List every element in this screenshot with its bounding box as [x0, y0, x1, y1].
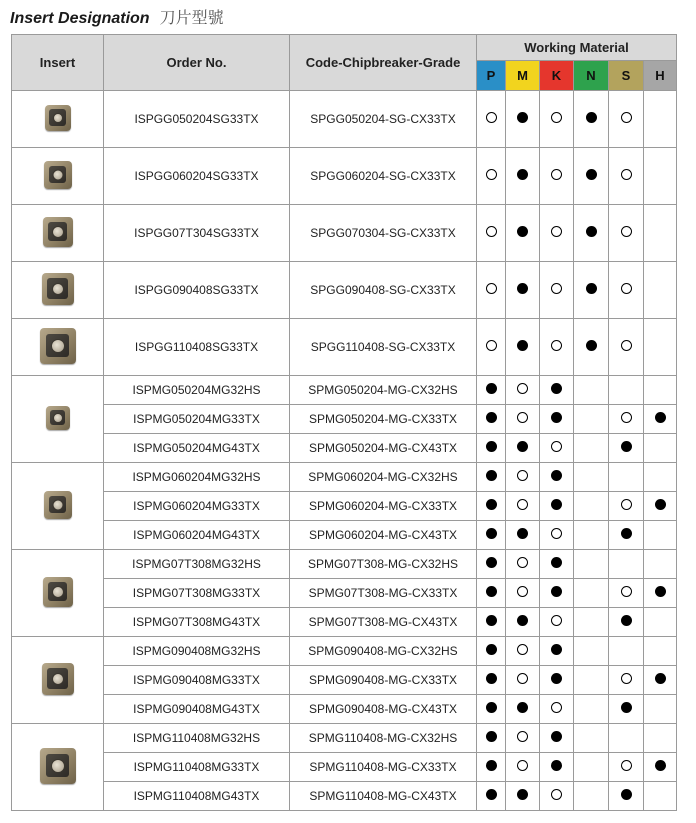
- order-no-cell: ISPGG07T304SG33TX: [104, 205, 290, 262]
- open-circle-icon: [517, 673, 528, 684]
- code-cell: SPMG07T308-MG-CX43TX: [290, 608, 477, 637]
- table-row: [12, 463, 677, 492]
- filled-circle-icon: [486, 441, 497, 452]
- code-cell: SPGG050204-SG-CX33TX: [290, 91, 477, 148]
- material-cell-p: [477, 753, 506, 782]
- material-cell-k: [540, 376, 574, 405]
- order-no-cell: ISPMG090408MG43TX: [104, 695, 290, 724]
- open-circle-icon: [517, 499, 528, 510]
- open-circle-icon: [486, 112, 497, 123]
- table-row: [12, 91, 677, 148]
- filled-circle-icon: [621, 528, 632, 539]
- material-cell-p: [477, 637, 506, 666]
- table-row: [12, 434, 677, 463]
- material-cell-k: [540, 753, 574, 782]
- filled-circle-icon: [551, 383, 562, 394]
- material-cell-h: [644, 579, 677, 608]
- code-cell: SPMG050204-MG-CX33TX: [290, 405, 477, 434]
- code-cell: SPMG090408-MG-CX33TX: [290, 666, 477, 695]
- open-circle-icon: [517, 412, 528, 423]
- material-cell-p: [477, 492, 506, 521]
- material-cell-h: [644, 492, 677, 521]
- table-row: [12, 205, 677, 262]
- material-cell-h: [644, 405, 677, 434]
- filled-circle-icon: [621, 789, 632, 800]
- material-cell-m: [506, 666, 540, 695]
- material-cell-h: [644, 666, 677, 695]
- material-cell-n: [574, 91, 609, 148]
- table-row: [12, 724, 677, 753]
- table-row: [12, 148, 677, 205]
- material-cell-h: [644, 521, 677, 550]
- material-cell-s: [609, 637, 644, 666]
- table-row: [12, 405, 677, 434]
- open-circle-icon: [517, 644, 528, 655]
- material-cell-s: [609, 492, 644, 521]
- material-cell-m: [506, 724, 540, 753]
- order-no-cell: ISPGG090408SG33TX: [104, 262, 290, 319]
- filled-circle-icon: [486, 499, 497, 510]
- material-cell-k: [540, 550, 574, 579]
- filled-circle-icon: [586, 112, 597, 123]
- open-circle-icon: [486, 169, 497, 180]
- material-cell-n: [574, 724, 609, 753]
- material-cell-n: [574, 376, 609, 405]
- open-circle-icon: [551, 441, 562, 452]
- insert-image-cell: [12, 148, 104, 205]
- open-circle-icon: [517, 760, 528, 771]
- material-cell-m: [506, 492, 540, 521]
- table-row: [12, 666, 677, 695]
- material-cell-h: [644, 637, 677, 666]
- open-circle-icon: [621, 673, 632, 684]
- insert-icon: [42, 663, 74, 695]
- page-title: [10, 5, 224, 31]
- insert-designation-table: [11, 34, 677, 811]
- filled-circle-icon: [655, 673, 666, 684]
- order-no-cell: ISPMG050204MG33TX: [104, 405, 290, 434]
- material-cell-s: [609, 608, 644, 637]
- code-cell: SPMG090408-MG-CX32HS: [290, 637, 477, 666]
- material-cell-k: [540, 782, 574, 811]
- material-cell-m: [506, 463, 540, 492]
- code-cell: SPMG050204-MG-CX32HS: [290, 376, 477, 405]
- material-header-m: M: [506, 61, 540, 91]
- insert-icon: [40, 748, 76, 784]
- open-circle-icon: [621, 586, 632, 597]
- material-cell-p: [477, 262, 506, 319]
- open-circle-icon: [486, 226, 497, 237]
- material-cell-s: [609, 753, 644, 782]
- material-cell-h: [644, 695, 677, 724]
- material-cell-k: [540, 148, 574, 205]
- open-circle-icon: [551, 702, 562, 713]
- filled-circle-icon: [551, 470, 562, 481]
- open-circle-icon: [517, 470, 528, 481]
- filled-circle-icon: [586, 340, 597, 351]
- material-cell-p: [477, 376, 506, 405]
- material-cell-s: [609, 782, 644, 811]
- order-no-cell: ISPMG07T308MG33TX: [104, 579, 290, 608]
- insert-image-cell: [12, 550, 104, 637]
- filled-circle-icon: [586, 226, 597, 237]
- order-no-cell: ISPMG110408MG43TX: [104, 782, 290, 811]
- code-cell: SPGG060204-SG-CX33TX: [290, 148, 477, 205]
- material-header-h: H: [644, 61, 677, 91]
- code-cell: SPMG050204-MG-CX43TX: [290, 434, 477, 463]
- insert-image-cell: [12, 724, 104, 811]
- insert-icon: [44, 491, 72, 519]
- insert-icon: [43, 217, 73, 247]
- insert-icon: [45, 105, 71, 131]
- material-cell-m: [506, 782, 540, 811]
- open-circle-icon: [517, 731, 528, 742]
- code-cell: SPGG070304-SG-CX33TX: [290, 205, 477, 262]
- material-cell-k: [540, 492, 574, 521]
- filled-circle-icon: [586, 169, 597, 180]
- filled-circle-icon: [517, 169, 528, 180]
- filled-circle-icon: [551, 760, 562, 771]
- filled-circle-icon: [486, 557, 497, 568]
- material-cell-h: [644, 753, 677, 782]
- open-circle-icon: [621, 283, 632, 294]
- filled-circle-icon: [486, 644, 497, 655]
- insert-icon: [42, 273, 74, 305]
- filled-circle-icon: [621, 441, 632, 452]
- material-cell-n: [574, 205, 609, 262]
- table-row: [12, 608, 677, 637]
- material-cell-n: [574, 521, 609, 550]
- material-cell-n: [574, 579, 609, 608]
- material-cell-p: [477, 148, 506, 205]
- code-cell: SPMG060204-MG-CX32HS: [290, 463, 477, 492]
- table-row: [12, 262, 677, 319]
- order-no-cell: ISPMG07T308MG43TX: [104, 608, 290, 637]
- material-cell-p: [477, 608, 506, 637]
- header-working-material: Working Material: [477, 35, 677, 61]
- open-circle-icon: [517, 586, 528, 597]
- material-cell-k: [540, 608, 574, 637]
- material-cell-m: [506, 91, 540, 148]
- filled-circle-icon: [486, 615, 497, 626]
- filled-circle-icon: [486, 789, 497, 800]
- material-cell-p: [477, 666, 506, 695]
- material-cell-m: [506, 521, 540, 550]
- order-no-cell: ISPMG110408MG33TX: [104, 753, 290, 782]
- material-cell-s: [609, 376, 644, 405]
- material-cell-m: [506, 579, 540, 608]
- material-cell-s: [609, 205, 644, 262]
- material-cell-n: [574, 637, 609, 666]
- open-circle-icon: [551, 226, 562, 237]
- material-cell-k: [540, 434, 574, 463]
- filled-circle-icon: [517, 112, 528, 123]
- material-cell-n: [574, 463, 609, 492]
- material-cell-k: [540, 579, 574, 608]
- filled-circle-icon: [655, 499, 666, 510]
- filled-circle-icon: [486, 586, 497, 597]
- table-row: [12, 579, 677, 608]
- material-cell-n: [574, 148, 609, 205]
- material-cell-h: [644, 91, 677, 148]
- open-circle-icon: [621, 226, 632, 237]
- material-cell-k: [540, 724, 574, 753]
- code-cell: SPMG060204-MG-CX33TX: [290, 492, 477, 521]
- material-cell-h: [644, 434, 677, 463]
- insert-icon: [40, 328, 76, 364]
- material-cell-k: [540, 405, 574, 434]
- insert-image-cell: [12, 319, 104, 376]
- open-circle-icon: [517, 383, 528, 394]
- insert-image-cell: [12, 91, 104, 148]
- filled-circle-icon: [586, 283, 597, 294]
- filled-circle-icon: [517, 702, 528, 713]
- material-cell-n: [574, 666, 609, 695]
- material-cell-m: [506, 637, 540, 666]
- material-cell-n: [574, 405, 609, 434]
- insert-icon: [46, 406, 70, 430]
- material-cell-s: [609, 724, 644, 753]
- material-cell-m: [506, 550, 540, 579]
- material-cell-k: [540, 91, 574, 148]
- material-cell-s: [609, 262, 644, 319]
- material-cell-s: [609, 434, 644, 463]
- material-cell-p: [477, 550, 506, 579]
- filled-circle-icon: [621, 615, 632, 626]
- material-cell-n: [574, 550, 609, 579]
- filled-circle-icon: [486, 412, 497, 423]
- filled-circle-icon: [551, 644, 562, 655]
- header-order-no: Order No.: [104, 35, 290, 91]
- table-row: [12, 782, 677, 811]
- code-cell: SPMG07T308-MG-CX32HS: [290, 550, 477, 579]
- material-cell-h: [644, 550, 677, 579]
- material-cell-k: [540, 637, 574, 666]
- filled-circle-icon: [551, 499, 562, 510]
- filled-circle-icon: [486, 673, 497, 684]
- material-cell-p: [477, 463, 506, 492]
- code-cell: SPMG110408-MG-CX33TX: [290, 753, 477, 782]
- material-cell-m: [506, 753, 540, 782]
- table-row: [12, 550, 677, 579]
- material-cell-p: [477, 319, 506, 376]
- insert-image-cell: [12, 205, 104, 262]
- material-cell-p: [477, 405, 506, 434]
- insert-image-cell: [12, 463, 104, 550]
- material-cell-m: [506, 262, 540, 319]
- material-cell-h: [644, 319, 677, 376]
- material-cell-m: [506, 695, 540, 724]
- open-circle-icon: [517, 557, 528, 568]
- material-cell-p: [477, 724, 506, 753]
- material-cell-n: [574, 492, 609, 521]
- material-header-k: K: [540, 61, 574, 91]
- material-cell-n: [574, 782, 609, 811]
- order-no-cell: ISPMG090408MG32HS: [104, 637, 290, 666]
- material-cell-s: [609, 405, 644, 434]
- open-circle-icon: [621, 112, 632, 123]
- order-no-cell: ISPMG110408MG32HS: [104, 724, 290, 753]
- material-cell-n: [574, 319, 609, 376]
- filled-circle-icon: [551, 557, 562, 568]
- open-circle-icon: [551, 615, 562, 626]
- table-row: [12, 319, 677, 376]
- insert-image-cell: [12, 376, 104, 463]
- title-chinese: 刀片型號: [159, 8, 224, 27]
- filled-circle-icon: [486, 760, 497, 771]
- open-circle-icon: [621, 499, 632, 510]
- material-cell-k: [540, 319, 574, 376]
- material-cell-s: [609, 463, 644, 492]
- material-cell-s: [609, 695, 644, 724]
- material-cell-h: [644, 782, 677, 811]
- order-no-cell: ISPMG050204MG32HS: [104, 376, 290, 405]
- material-cell-n: [574, 695, 609, 724]
- material-header-s: S: [609, 61, 644, 91]
- code-cell: SPMG090408-MG-CX43TX: [290, 695, 477, 724]
- material-cell-s: [609, 521, 644, 550]
- material-cell-p: [477, 579, 506, 608]
- filled-circle-icon: [517, 789, 528, 800]
- order-no-cell: ISPGG060204SG33TX: [104, 148, 290, 205]
- open-circle-icon: [621, 169, 632, 180]
- open-circle-icon: [551, 340, 562, 351]
- insert-image-cell: [12, 637, 104, 724]
- filled-circle-icon: [655, 412, 666, 423]
- order-no-cell: ISPMG07T308MG32HS: [104, 550, 290, 579]
- open-circle-icon: [486, 340, 497, 351]
- material-cell-n: [574, 434, 609, 463]
- open-circle-icon: [621, 340, 632, 351]
- filled-circle-icon: [517, 528, 528, 539]
- material-cell-p: [477, 521, 506, 550]
- material-cell-n: [574, 753, 609, 782]
- filled-circle-icon: [486, 731, 497, 742]
- material-cell-p: [477, 434, 506, 463]
- material-cell-h: [644, 205, 677, 262]
- material-cell-h: [644, 724, 677, 753]
- material-cell-k: [540, 463, 574, 492]
- filled-circle-icon: [551, 412, 562, 423]
- material-cell-s: [609, 91, 644, 148]
- filled-circle-icon: [551, 731, 562, 742]
- code-cell: SPGG110408-SG-CX33TX: [290, 319, 477, 376]
- filled-circle-icon: [517, 441, 528, 452]
- open-circle-icon: [551, 283, 562, 294]
- filled-circle-icon: [486, 702, 497, 713]
- order-no-cell: ISPMG090408MG33TX: [104, 666, 290, 695]
- material-cell-s: [609, 319, 644, 376]
- table-row: [12, 695, 677, 724]
- material-cell-n: [574, 608, 609, 637]
- material-cell-m: [506, 405, 540, 434]
- material-cell-k: [540, 262, 574, 319]
- table-row: [12, 521, 677, 550]
- insert-icon: [44, 161, 72, 189]
- header-insert: Insert: [12, 35, 104, 91]
- material-cell-m: [506, 319, 540, 376]
- order-no-cell: ISPMG060204MG32HS: [104, 463, 290, 492]
- table-row: [12, 637, 677, 666]
- material-cell-m: [506, 205, 540, 262]
- material-header-n: N: [574, 61, 609, 91]
- material-cell-s: [609, 550, 644, 579]
- code-cell: SPGG090408-SG-CX33TX: [290, 262, 477, 319]
- order-no-cell: ISPGG050204SG33TX: [104, 91, 290, 148]
- material-cell-m: [506, 608, 540, 637]
- material-cell-k: [540, 666, 574, 695]
- insert-icon: [43, 577, 73, 607]
- material-cell-m: [506, 376, 540, 405]
- filled-circle-icon: [655, 586, 666, 597]
- filled-circle-icon: [517, 340, 528, 351]
- order-no-cell: ISPGG110408SG33TX: [104, 319, 290, 376]
- filled-circle-icon: [517, 226, 528, 237]
- code-cell: SPMG07T308-MG-CX33TX: [290, 579, 477, 608]
- filled-circle-icon: [551, 586, 562, 597]
- material-cell-m: [506, 148, 540, 205]
- order-no-cell: ISPMG060204MG33TX: [104, 492, 290, 521]
- material-cell-p: [477, 782, 506, 811]
- filled-circle-icon: [486, 528, 497, 539]
- filled-circle-icon: [621, 702, 632, 713]
- material-cell-h: [644, 148, 677, 205]
- open-circle-icon: [551, 112, 562, 123]
- open-circle-icon: [551, 169, 562, 180]
- open-circle-icon: [486, 283, 497, 294]
- material-cell-s: [609, 666, 644, 695]
- material-cell-s: [609, 579, 644, 608]
- material-cell-h: [644, 376, 677, 405]
- code-cell: SPMG110408-MG-CX43TX: [290, 782, 477, 811]
- open-circle-icon: [621, 412, 632, 423]
- material-cell-p: [477, 205, 506, 262]
- material-cell-k: [540, 521, 574, 550]
- open-circle-icon: [621, 760, 632, 771]
- insert-image-cell: [12, 262, 104, 319]
- filled-circle-icon: [517, 283, 528, 294]
- header-code: Code-Chipbreaker-Grade: [290, 35, 477, 91]
- material-cell-p: [477, 695, 506, 724]
- filled-circle-icon: [551, 673, 562, 684]
- table-row: [12, 492, 677, 521]
- filled-circle-icon: [486, 470, 497, 481]
- material-cell-s: [609, 148, 644, 205]
- code-cell: SPMG110408-MG-CX32HS: [290, 724, 477, 753]
- table-row: [12, 376, 677, 405]
- material-cell-h: [644, 262, 677, 319]
- table-row: [12, 753, 677, 782]
- title-english: Insert Designation: [10, 10, 150, 27]
- order-no-cell: ISPMG050204MG43TX: [104, 434, 290, 463]
- material-cell-k: [540, 205, 574, 262]
- filled-circle-icon: [486, 383, 497, 394]
- material-cell-h: [644, 608, 677, 637]
- code-cell: SPMG060204-MG-CX43TX: [290, 521, 477, 550]
- filled-circle-icon: [517, 615, 528, 626]
- material-cell-k: [540, 695, 574, 724]
- order-no-cell: ISPMG060204MG43TX: [104, 521, 290, 550]
- open-circle-icon: [551, 528, 562, 539]
- open-circle-icon: [551, 789, 562, 800]
- material-header-p: P: [477, 61, 506, 91]
- material-cell-m: [506, 434, 540, 463]
- filled-circle-icon: [655, 760, 666, 771]
- material-cell-p: [477, 91, 506, 148]
- material-cell-h: [644, 463, 677, 492]
- material-cell-n: [574, 262, 609, 319]
